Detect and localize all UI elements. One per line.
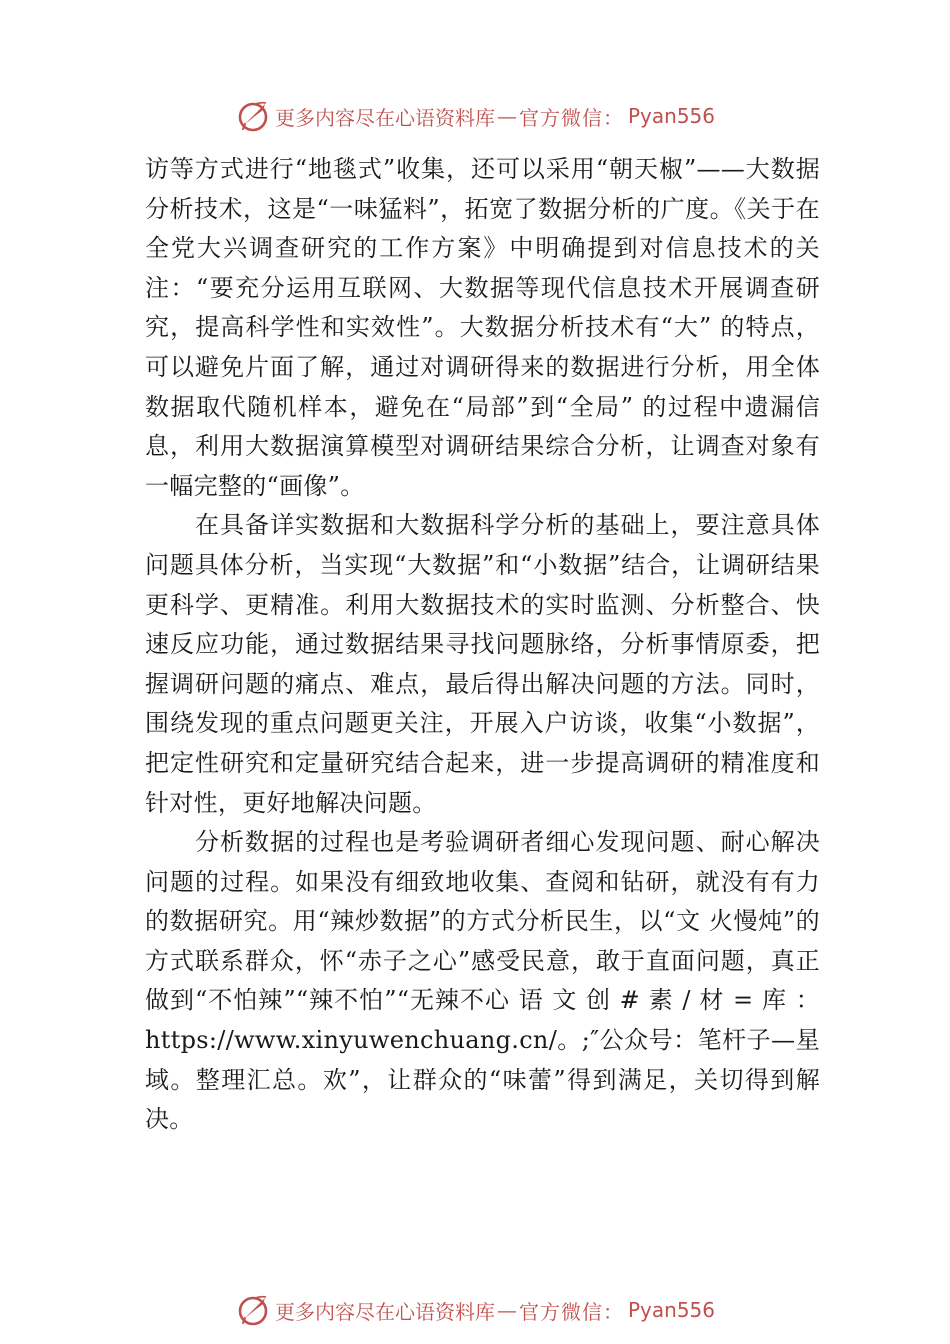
footer-separator: — [496, 1298, 517, 1322]
quill-logo-icon [235, 1292, 271, 1328]
header-banner [0, 96, 950, 136]
paragraph-1: 访等方式进行“地毯式”收集，还可以采用“朝天椒”——大数据分析技术，这是“一味猛料”，拓宽了数据分析的广度。《关于在全党大兴调查研究的工作方案》中明确提到对信息技术的关注：“要充分运用互联网、大数据等现代信息技术开展调查研究，提高科学性和实效性”。大数据分析技术有“大” 的特点，可以避免片面了解，通过对调研得来的数据进行分析，用全体数据取代随机样本，避免在“局部”到“全局” 的过程中遗漏信息，利用大数据演算模型对调研结果综合分析，让调查对象有一幅完整的“画像”。 [145, 155, 820, 500]
paragraph-3: 分析数据的过程也是考验调研者细心发现问题、耐心解决问题的过程。如果没有细致地收集、查阅和钻研，就没有有力的数据研究。用“辣炒数据”的方式分析民生，以“文 火慢炖”的方式联系群众，怀“赤子之心”感受民意，敢于直面问题，真正做到“不怕辣”“辣不怕”“无辣不心 语 文 创 # 素 / 材 = 库 ： https://www.xinyuwenchuang.cn/。;″公众号：笔杆子—星域。整理汇总。欢”，让群众的“味蕾”得到满足，关切得到解决。 [145, 828, 828, 1134]
document-body [145, 150, 828, 1140]
footer-banner [0, 1290, 950, 1330]
header-brand: 更多内容尽在心语资料库 [274, 105, 495, 130]
header-separator: — [496, 104, 517, 128]
quill-logo-icon [235, 98, 271, 134]
footer-wechat-label: 官方微信： [518, 1299, 624, 1324]
header-wechat-id: Pyan556 [627, 104, 715, 128]
header-wechat-label: 官方微信： [518, 105, 624, 130]
footer-wechat-id: Pyan556 [627, 1298, 715, 1322]
footer-brand: 更多内容尽在心语资料库 [274, 1299, 495, 1324]
paragraph-2: 在具备详实数据和大数据科学分析的基础上，要注意具体问题具体分析，当实现“大数据”和“小数据”结合，让调研结果更科学、更精准。利用大数据技术的实时监测、分析整合、快速反应功能，通过数据结果寻找问题脉络，分析事情原委，把握调研问题的痛点、难点，最后得出解决问题的方法。同时，围绕发现的重点问题更关注，开展入户访谈，收集“小数据”，把定性研究和定量研究结合起来，进一步提高调研的精准度和针对性，更好地解决问题。 [145, 511, 820, 817]
